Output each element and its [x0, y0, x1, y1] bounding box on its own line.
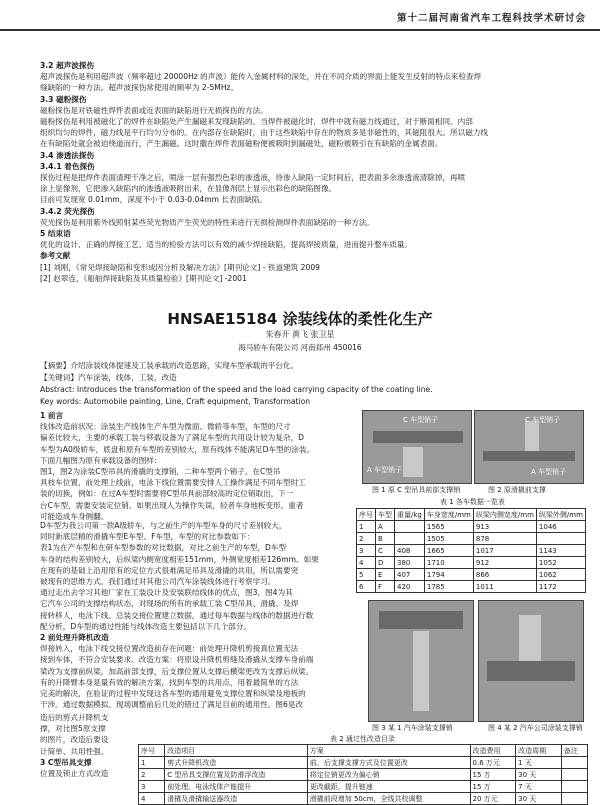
paragraph-line: 超声波探伤是利用超声波（频率超过 20000Hz 的声波）能传入金属材料的深处，并在不同介质的界面上能发生反射的特点来检查焊	[40, 72, 482, 82]
keywords-en: Key words: Automobile painting, Line, Craft equipment, Transformation	[40, 397, 311, 406]
paragraph-line: 焊接转入，电泳下线交接位置改造前存在问题：前处理升降机剪接真位置无法	[40, 644, 299, 654]
table-cell: 前、后支撑支撑方式及位置更改	[307, 757, 470, 769]
figure-1-pin	[403, 447, 423, 477]
table-cell	[561, 793, 587, 805]
column-header: 车型	[376, 509, 395, 521]
table-header-row	[139, 745, 588, 757]
figure-3-frame	[379, 611, 463, 629]
paragraph-line: 目前可发现宽 0.01mm，深度不小于 0.03-0.04mm 长表面缺陷。	[40, 195, 267, 205]
section-heading: 2 前处理升降机改造	[40, 633, 109, 643]
table-2	[138, 744, 588, 805]
figure-1-beam	[373, 431, 463, 443]
table-cell: 408	[395, 545, 425, 557]
column-header: 改造项目	[165, 745, 307, 757]
table-1-caption: 表 1 各车数据一览表	[440, 498, 505, 506]
body-main-column	[40, 520, 360, 710]
paragraph-line: 梁改为支撑前纵梁，加高前部支撑，后支撑位置从支撑后横梁更改为支撑后纵梁。	[40, 666, 314, 676]
paragraph-line: 它汽车公司的支撑结构状态，对现场的所有的承载工装 C型吊具、滑撬、及焊	[40, 599, 299, 609]
table-row	[357, 533, 586, 545]
paragraph-line: 组织均匀的焊件，磁力线是平行均匀分布的。在内部存在缺陷时，由于这些缺陷中存在的物质多是非磁性的，其磁阻很大。所以磁力线	[40, 128, 489, 138]
table-cell	[536, 533, 585, 545]
figure-1-caption: 图 1 原 C 型吊具前部支撑销	[372, 486, 461, 494]
figure-4-caption: 图 4 某 2 汽车公司涂装支撑销	[488, 724, 583, 732]
table-cell: B	[376, 533, 395, 545]
paragraph-line: 优化的设计、正确的焊接工艺、适当的检验方法可以有效的减少焊接缺陷，提高焊接质量，进而提升整车质量。	[40, 240, 413, 250]
table-cell: 1052	[536, 557, 585, 569]
section-heading: 3.3 磁粉探伤	[40, 94, 87, 104]
table-cell	[561, 757, 587, 769]
paragraph-line: 探伤过程是把焊件表面清理干净之后，喷涂一层有强烈色彩的渗透液，待渗入缺陷一定时间后，把表面多余渗透液清除掉，再喷	[40, 173, 466, 183]
table-cell: 30 天	[516, 793, 562, 805]
figure-2-tag-a: A 车型销子	[531, 468, 567, 476]
figure-2-support	[525, 421, 539, 451]
figure-1-tag-a: A 车型销子	[367, 466, 403, 474]
table-cell	[395, 533, 425, 545]
column-header: 备注	[561, 745, 587, 757]
figure-4	[478, 600, 584, 722]
table-cell: 380	[395, 557, 425, 569]
paragraph-line: 图1，图2为涂装C型吊具的滑撬的支撑销，二种车型两个销子。在C型吊	[40, 467, 281, 477]
paragraph-line: 可能造成车身侧翻。	[40, 511, 109, 521]
table-cell: 1794	[424, 569, 473, 581]
table-row	[139, 793, 588, 805]
paragraph-line: 有的升降臂本身是量有效的解决方案，找到车型的共用点，用着最简单的方法	[40, 677, 299, 687]
table-cell: 1505	[424, 533, 473, 545]
paragraph-line: 干涉。通过数据模拟、现场调整前后几处的错过了满足目前的通用性。图6是改	[40, 700, 304, 710]
table-cell: 7 天	[516, 781, 562, 793]
paragraph-line: 下面几幅图为原有承载设备的图样：	[40, 455, 162, 465]
paragraph-line: 配分析，D车型的通过性能与线体改造主要包括以下几个部分。	[40, 621, 251, 631]
paragraph-line: 涂上显像剂，它把渗入缺陷内的渗透液吸附出来，在显像剂层上显示出彩色的缺陷图像。	[40, 184, 337, 194]
table-row	[139, 781, 588, 793]
table-row	[357, 545, 586, 557]
column-header: 方案	[307, 745, 470, 757]
column-header: 车身宽度/mm	[424, 509, 473, 521]
table-cell: 前处理、电泳线体产能提升	[165, 781, 307, 793]
figure-3	[368, 600, 474, 722]
section-heading: 3.4.2 荧光探伤	[40, 206, 95, 216]
paragraph-line: 计简单、共用性强。	[40, 746, 109, 756]
table-cell: 420	[395, 581, 425, 593]
table-cell: 4	[357, 557, 376, 569]
table-cell: 1710	[424, 557, 473, 569]
column-header: 重量/kg	[395, 509, 425, 521]
table-cell: 滑撬前段增加 50cm，全线共校调整	[307, 793, 470, 805]
section-heading: 参考文献	[40, 251, 71, 261]
table-cell: 1172	[536, 581, 585, 593]
table-row	[357, 557, 586, 569]
figure-2-rail	[483, 451, 575, 461]
table-row	[357, 581, 586, 593]
paragraph-line: 完美的解决，在验证的过程中发现这各车型的通用避免支撑位置和纵梁及地板的	[40, 689, 306, 699]
section-heading: 1 前言	[40, 411, 64, 420]
table-cell: 866	[473, 569, 536, 581]
body-left-column	[40, 410, 358, 522]
body-bottom-left	[40, 712, 136, 779]
figure-4-frame	[487, 661, 575, 681]
paragraph-line: 接到车体，不符合安装要求。改造方案：将原设升降机剪缝及滑撬从支撑车身前端	[40, 655, 314, 665]
table-row	[357, 569, 586, 581]
table-cell: 1017	[473, 545, 536, 557]
section-heading: 3.2 超声波探伤	[40, 61, 95, 70]
table-cell: 更改截距，提升链速	[307, 781, 470, 793]
paragraph-line: 同时新底层精的滑撬车型E车型、F车型，车型的对比参数如下：	[40, 532, 255, 542]
paragraph-line: 接转移人，电泳下线、总装交接位置建立数据，通过每车数据与线体的数据进行数	[40, 610, 314, 620]
paragraph-line: 的图片，改造后要设	[40, 735, 109, 745]
table-cell: 1	[357, 521, 376, 533]
section-heading: 3.4.1 着色探伤	[40, 161, 95, 171]
table-cell: 6	[357, 581, 376, 593]
figure-2-tag-c: C 车型销子	[525, 416, 561, 424]
article-authors: 朱春开 黄飞 张卫星	[265, 330, 335, 339]
article-title: HNSAE15184 涂装线体的柔性化生产	[167, 310, 433, 328]
paragraph-line: 破现有的思维方式，我们通过对其他公司汽车涂装线体进行考察学习。	[40, 577, 276, 587]
abstract-cn: 【摘要】介绍涂装线体提速及工装承载的改造思路，实现车型承载的平台化。	[40, 361, 299, 370]
figure-4-post	[519, 615, 541, 661]
paragraph-line: 缝缺陷的一种方法。超声波探伤常使用的频率为 2-5MHz。	[40, 83, 239, 93]
table-cell	[395, 521, 425, 533]
table-cell: 将定位销更改为偏心销	[307, 769, 470, 781]
paragraph-line: 车型为A0级轿车，底盘和原有车型的差别较大，原有线体不能满足D车型的涂装。	[40, 444, 315, 454]
table-cell: 20 万元	[470, 793, 516, 805]
table-cell: 1665	[424, 545, 473, 557]
column-header: 纵梁内侧宽度/mm	[473, 509, 536, 521]
figure-2	[474, 410, 584, 484]
table-cell: D	[376, 557, 395, 569]
table-cell: 1062	[536, 569, 585, 581]
table-cell: 407	[395, 569, 425, 581]
top-section	[40, 60, 580, 284]
table-cell: 1011	[473, 581, 536, 593]
table-row	[139, 757, 588, 769]
paragraph-line: 磁粉探伤是利用被磁化了的焊件在缺陷处产生漏磁来发现缺陷的。当焊件被磁化时，焊件中就有磁力线通过，对于断面相同、内部	[40, 117, 473, 127]
column-header: 纵梁外侧/mm	[536, 509, 585, 521]
running-header-title: 第十二届河南省汽车工程科技学术研讨会	[396, 13, 586, 24]
table-row	[357, 521, 586, 533]
paragraph-line: 具枝车位置，前处理上线前，电泳下线位置需要安排人工操作满足不同车型时工	[40, 478, 306, 488]
table-header-row	[357, 509, 586, 521]
paragraph-line: 线体改造前状况：涂装生产线体生产车型为微面、微轿等车型，车型的尺寸	[40, 422, 291, 432]
figure-1	[362, 410, 472, 484]
paragraph-line: 通过走出去学习其他厂家在工装设计及安装联结线体的优点，图3，图4为其	[40, 588, 293, 598]
paragraph-line: 撑，对比图5原支撑	[40, 724, 106, 734]
table-cell: 滑撬及滑撬输送器改造	[165, 793, 307, 805]
figure-1-tag-c: C 车型销子	[403, 416, 439, 424]
section-heading: 3 C型吊具支撑	[40, 757, 92, 767]
table-cell: 912	[473, 557, 536, 569]
table-cell	[561, 781, 587, 793]
table-cell: 913	[473, 521, 536, 533]
table-cell: 1046	[536, 521, 585, 533]
column-header: 改造费用	[470, 745, 516, 757]
table-cell: 0.6 万元	[470, 757, 516, 769]
figure-2-caption: 图 2 原滑撬前支撑	[488, 486, 546, 494]
table-cell: A	[376, 521, 395, 533]
table-cell: 2	[139, 769, 165, 781]
header-rule	[0, 29, 600, 31]
table-1	[356, 508, 586, 593]
table-cell: 3	[357, 545, 376, 557]
abstract-en: Abstract: Introduces the transformation of the speed and the load carrying capacity of the coating line.	[40, 385, 433, 394]
paragraph-line: 荧光探伤是利用紫外线照射某些荧光物质产生荧光的特性来进行无损检测焊件表面缺陷的一种方法。	[40, 217, 375, 227]
table-cell	[561, 769, 587, 781]
table-cell: 1 天	[516, 757, 562, 769]
figure-3-caption: 图 3 某 1 汽车涂装支撑销	[372, 724, 453, 732]
paragraph-line: 表1为在产车型和在研车型参数的对比数据，对比之前生产的车型，D车型	[40, 543, 287, 553]
paragraph-line: 偏差比较大，主要的承载工装与移载设备为了满足车型的共用设计较为复杂，D	[40, 433, 305, 443]
column-header: 序号	[357, 509, 376, 521]
paragraph-line: 位置及锁止方式改造	[40, 769, 109, 779]
article-affiliation: 海马轿车有限公司 河南郑州 450016	[238, 343, 362, 352]
table-2-caption: 表 2 通过性改造目录	[330, 735, 395, 743]
paragraph-line: 在现有的基础上沿用原有的定位方式很难满足吊具及滑撬的共用，所以需要突	[40, 565, 299, 575]
paragraph-line: [1] 刘刚，《常见焊接缺陷和变形成因分析及解决方法》[期刊论文] - 铁道建筑 2009	[40, 262, 321, 272]
keywords-cn: 【关键词】汽车涂装，线体，工装，改造	[40, 373, 177, 382]
paragraph-line: D车型为我公司第一款A级轿车，与之前生产的车型车身的尺寸差别较大，	[40, 521, 287, 530]
table-cell: 3	[139, 781, 165, 793]
paragraph-line: [2] 赵翠连，《船舶焊接缺陷及其质量检验》[期刊论文] -2001	[40, 273, 247, 283]
table-cell: 30 天	[516, 769, 562, 781]
table-cell: 4	[139, 793, 165, 805]
table-row	[139, 769, 588, 781]
table-cell: F	[376, 581, 395, 593]
table-cell: 1785	[424, 581, 473, 593]
section-heading: 3.4 渗透法探伤	[40, 150, 95, 160]
table-cell: 1565	[424, 521, 473, 533]
table-cell: 剪式升降机改造	[165, 757, 307, 769]
table-cell: E	[376, 569, 395, 581]
section-heading: 5 结束语	[40, 229, 71, 239]
paragraph-line: 造后的剪式升降机支	[40, 713, 109, 722]
column-header: 序号	[139, 745, 165, 757]
paragraph-line: 装的切换，例如：在过A车型时需要将C型吊具前部较高的定位销取出，下一	[40, 489, 294, 499]
table-cell: 1	[139, 757, 165, 769]
table-cell: 15 万	[470, 781, 516, 793]
table-cell: C 型吊具支撑位置及防滑浮改造	[165, 769, 307, 781]
table-cell: 878	[473, 533, 536, 545]
table-cell: 2	[357, 533, 376, 545]
figure-3-post	[413, 631, 429, 711]
paragraph-line: 车身的结构差别较大，后纵梁内侧宽度相差151mm，外侧宽度相差126mm。如果	[40, 554, 319, 564]
table-cell: C	[376, 545, 395, 557]
table-cell: 15 万	[470, 769, 516, 781]
table-cell: 5	[357, 569, 376, 581]
paragraph-line: 台C车型，需要安装定位销。如果出现人为操作失误，轻者车身地板变形，重者	[40, 500, 304, 510]
table-cell: 1143	[536, 545, 585, 557]
column-header: 改造周期	[516, 745, 562, 757]
paragraph-line: 磁粉探伤是对铁磁性焊件表面或近表面的缺陷进行无损探伤的方法。	[40, 105, 268, 115]
paragraph-line: 在有缺陷处就会被迫绕道而行，产生漏磁。这时撒在焊件表面磁粉便被吸附到漏磁处，磁粉被吸引在有缺陷的金属表面。	[40, 139, 443, 149]
